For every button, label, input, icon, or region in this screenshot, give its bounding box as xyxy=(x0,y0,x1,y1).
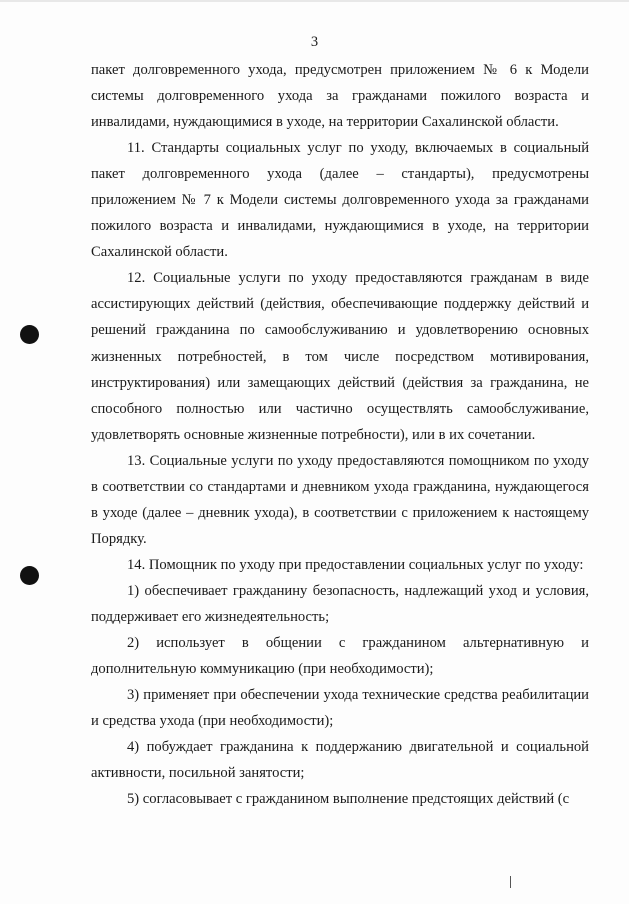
paragraph-item-13: 13. Социальные услуги по уходу предоставляются помощником по уходу в соответствии со стандартами и дневником ухода гражданина, нуждающегося в уходе (далее – дневник ухода), в соответствии с приложением к настоящему Порядку. xyxy=(91,452,589,547)
scan-edge-line xyxy=(0,0,629,2)
paragraph-item-11: 11. Стандарты социальных услуг по уходу, включаемых в социальный пакет долговременного ухода (далее – стандарты), предусмотрены приложением № 7 к Модели системы долговременного ухода за гражданами пожилого возраста и инвалидами, нуждающимися в уходе, на территории Сахалинской области. xyxy=(91,140,589,261)
list-item-3: 3) применяет при обеспечении ухода технические средства реабилитации и средства ухода (при необходимости); xyxy=(91,687,589,730)
list-item-1: 1) обеспечивает гражданину безопасность, надлежащий уход и условия, поддерживает его жизнедеятельность; xyxy=(91,582,589,625)
scan-artifact-mark xyxy=(510,876,511,888)
paragraph-item-14: 14. Помощник по уходу при предоставлении социальных услуг по уходу: xyxy=(127,556,584,573)
document-body xyxy=(91,57,589,812)
page-number: 3 xyxy=(310,34,319,50)
punch-hole-mark xyxy=(20,566,39,585)
paragraph-item-12: 12. Социальные услуги по уходу предоставляются гражданам в виде ассистирующих действий (действия, обеспечивающие поддержку действий и решений гражданина по самообслуживанию и удовлетворению основных жизненных потребностей, в том числе посредством мотивирования, инструктирования) или замещающих действий (действия за гражданина, не способного полностью или частично осуществлять самообслуживание, удовлетворять основные жизненные потребности), или в их сочетании. xyxy=(91,270,589,443)
list-item-4: 4) побуждает гражданина к поддержанию двигательной и социальной активности, посильной занятости; xyxy=(91,739,589,782)
punch-hole-mark xyxy=(20,325,39,344)
paragraph-continuation: пакет долговременного ухода, предусмотрен приложением № 6 к Модели системы долговременного ухода за гражданами пожилого возраста и инвалидами, нуждающимися в уходе, на территории Сахалинской области. xyxy=(91,62,589,131)
list-item-5: 5) согласовывает с гражданином выполнение предстоящих действий (с xyxy=(127,791,570,808)
list-item-2: 2) использует в общении с гражданином альтернативную и дополнительную коммуникацию (при необходимости); xyxy=(91,635,589,678)
